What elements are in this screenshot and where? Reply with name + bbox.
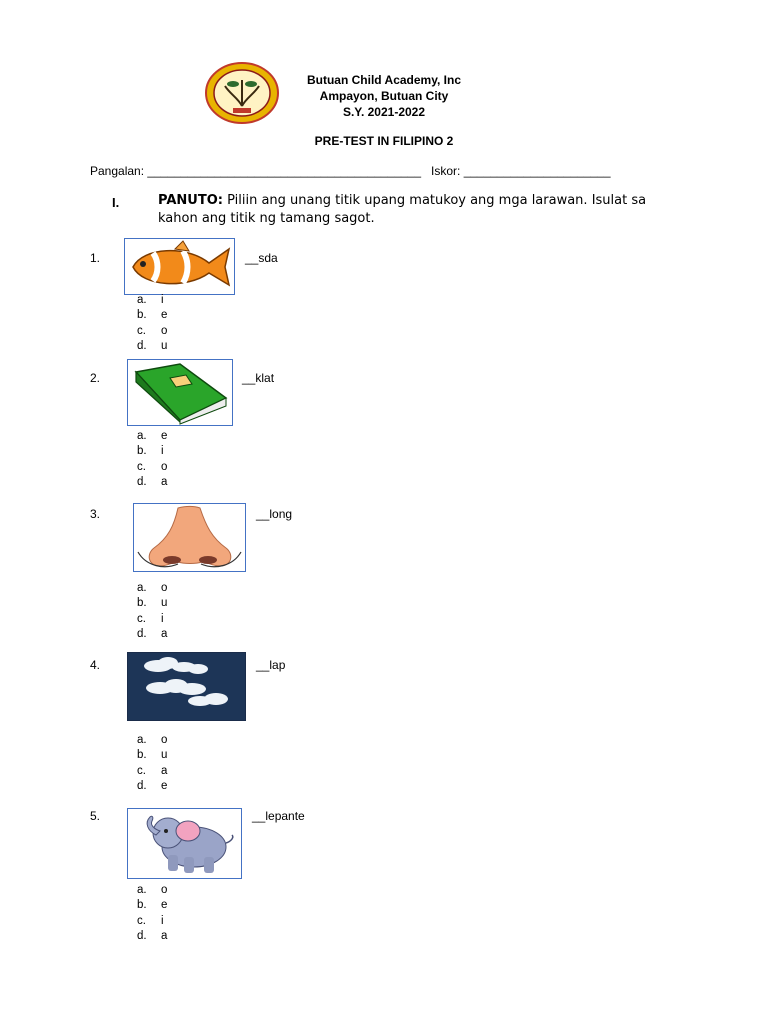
choice-item	[137, 444, 167, 459]
choice-value: e	[161, 430, 168, 442]
page-title: PRE-TEST IN FILIPINO 2	[314, 134, 454, 148]
choice-value: o	[161, 460, 168, 473]
choice-letter: b.	[137, 445, 147, 458]
choice-letter: d.	[137, 779, 147, 792]
choice-item	[137, 914, 167, 929]
question-number: 3.	[90, 507, 101, 521]
choice-item	[137, 733, 167, 748]
choice-letter: d.	[137, 627, 147, 640]
choice-item	[137, 429, 167, 444]
school-logo	[205, 62, 279, 124]
choice-item	[137, 293, 167, 308]
choice-item	[137, 475, 167, 490]
choice-letter: a.	[137, 430, 147, 442]
choice-value: i	[161, 612, 164, 625]
missing-letter-word: __lepante	[252, 809, 305, 823]
choice-list	[137, 429, 167, 490]
missing-letter-word: __long	[256, 507, 293, 521]
choice-item	[137, 748, 167, 763]
question-number: 1.	[90, 251, 101, 265]
score-field	[431, 164, 611, 178]
fish-image	[124, 238, 235, 295]
choice-item	[137, 581, 167, 596]
choice-value: a	[161, 929, 168, 942]
choice-item	[137, 764, 167, 779]
choice-list	[137, 581, 167, 642]
missing-letter-word: __sda	[245, 251, 278, 265]
choice-value: o	[161, 734, 168, 746]
choice-item	[137, 324, 167, 339]
choice-item	[137, 339, 167, 354]
choice-value: i	[161, 914, 164, 927]
choice-letter: a.	[137, 734, 147, 746]
choice-value: e	[161, 899, 168, 912]
choice-letter: c.	[137, 460, 146, 473]
choice-list	[137, 883, 167, 944]
school-address: Ampayon, Butuan City	[319, 89, 449, 103]
question-number: 4.	[90, 658, 101, 672]
choice-item	[137, 883, 167, 898]
choice-value: u	[161, 339, 168, 352]
choice-value: e	[161, 779, 168, 792]
choice-item	[137, 779, 167, 794]
clouds-image	[127, 652, 246, 721]
name-label: Pangalan:	[90, 164, 145, 178]
choice-value: a	[161, 764, 168, 777]
choice-value: o	[161, 324, 168, 337]
choice-value: a	[161, 627, 168, 640]
choice-letter: c.	[137, 764, 146, 777]
choice-value: u	[161, 749, 168, 762]
choice-item	[137, 898, 167, 913]
choice-letter: d.	[137, 929, 147, 942]
choice-value: o	[161, 582, 168, 594]
choice-value: i	[161, 445, 164, 458]
choice-letter: b.	[137, 749, 147, 762]
choice-value: i	[161, 294, 164, 306]
choice-letter: a.	[137, 294, 147, 306]
question-number: 5.	[90, 809, 101, 823]
book-image	[127, 359, 233, 426]
choice-item	[137, 460, 167, 475]
choice-item	[137, 596, 167, 611]
score-label: Iskor:	[431, 164, 461, 178]
school-year: S.Y. 2021-2022	[342, 105, 426, 119]
choice-item	[137, 308, 167, 323]
nose-image	[133, 503, 246, 572]
question-number: 2.	[90, 371, 101, 385]
choice-value: e	[161, 309, 168, 322]
choice-letter: c.	[137, 324, 146, 337]
choice-letter: d.	[137, 475, 147, 488]
choice-value: u	[161, 597, 168, 610]
choice-letter: b.	[137, 899, 147, 912]
choice-value: a	[161, 475, 168, 488]
elephant-image	[127, 808, 242, 879]
missing-letter-word: __lap	[256, 658, 286, 672]
choice-item	[137, 612, 167, 627]
instructions-text: Piliin ang unang titik upang matukoy ang mga larawan. Isulat sa kahon ang titik ng tamang sagot.	[158, 193, 647, 226]
missing-letter-word: __klat	[242, 371, 275, 385]
choice-letter: a.	[137, 582, 147, 594]
choice-letter: c.	[137, 612, 146, 625]
choice-item	[137, 929, 167, 944]
choice-letter: b.	[137, 597, 147, 610]
choice-item	[137, 627, 167, 642]
instructions-label: PANUTO:	[158, 193, 223, 208]
school-name: Butuan Child Academy, Inc	[306, 73, 462, 87]
instructions	[158, 192, 688, 228]
choice-list	[137, 733, 167, 794]
choice-letter: c.	[137, 914, 146, 927]
choice-letter: d.	[137, 339, 147, 352]
section-number: I.	[112, 195, 120, 210]
name-line: _________________________________________	[147, 164, 422, 178]
choice-value: o	[161, 884, 168, 896]
score-line: ______________________	[463, 164, 611, 178]
name-field	[90, 164, 421, 178]
choice-list	[137, 293, 167, 354]
choice-letter: a.	[137, 884, 147, 896]
choice-letter: b.	[137, 309, 147, 322]
school-header	[304, 72, 464, 120]
